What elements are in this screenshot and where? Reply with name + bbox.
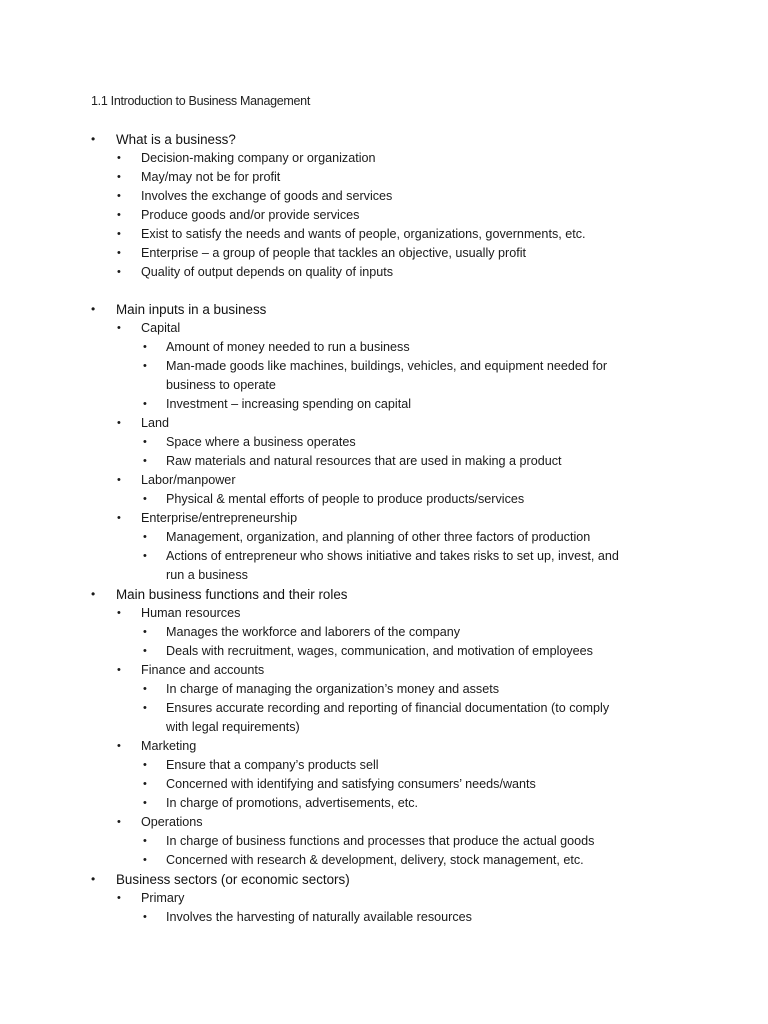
list-item bbox=[0, 168, 768, 187]
list-item bbox=[0, 263, 768, 282]
list-item bbox=[0, 357, 768, 376]
group-label: Labor/manpower bbox=[141, 473, 236, 487]
bullet-icon: • bbox=[143, 683, 147, 695]
list-item bbox=[0, 832, 768, 851]
section-heading-row bbox=[0, 130, 768, 149]
list-item-text: Investment – increasing spending on capital bbox=[166, 397, 412, 411]
bullet-icon: • bbox=[117, 816, 121, 828]
bullet-icon: • bbox=[117, 607, 121, 619]
bullet-icon: • bbox=[117, 152, 121, 164]
bullet-icon: • bbox=[143, 797, 147, 809]
bullet-icon: • bbox=[143, 778, 147, 790]
bullet-icon: • bbox=[143, 854, 147, 866]
list-item-text: Space where a business operates bbox=[166, 435, 356, 449]
list-item bbox=[0, 889, 768, 908]
list-item-continuation bbox=[0, 718, 768, 737]
list-item-text: Actions of entrepreneur who shows initiative and takes risks to set up, invest, and bbox=[166, 549, 619, 563]
list-item bbox=[0, 623, 768, 642]
document-title: 1.1 Introduction to Business Management bbox=[91, 94, 310, 108]
bullet-icon: • bbox=[143, 436, 147, 448]
list-item-continuation bbox=[0, 376, 768, 395]
list-item-text: Ensures accurate recording and reporting of financial documentation (to comply bbox=[166, 701, 610, 715]
bullet-icon: • bbox=[117, 190, 121, 202]
bullet-icon: • bbox=[143, 360, 147, 372]
list-item bbox=[0, 528, 768, 547]
list-item-text: Man-made goods like machines, buildings, vehicles, and equipment needed for bbox=[166, 359, 608, 373]
list-item-text: Physical & mental efforts of people to produce products/services bbox=[166, 492, 525, 506]
bullet-icon: • bbox=[117, 228, 121, 240]
list-item bbox=[0, 452, 768, 471]
list-item-text: Involves the exchange of goods and services bbox=[141, 189, 393, 203]
list-item-text: Involves the harvesting of naturally available resources bbox=[166, 910, 472, 924]
group-label: Primary bbox=[141, 891, 185, 905]
list-item bbox=[0, 509, 768, 528]
list-item bbox=[0, 490, 768, 509]
bullet-icon: • bbox=[143, 550, 147, 562]
list-item bbox=[0, 756, 768, 775]
list-item bbox=[0, 225, 768, 244]
list-item-text: Concerned with identifying and satisfying consumers’ needs/wants bbox=[166, 777, 536, 791]
bullet-icon: • bbox=[143, 398, 147, 410]
bullet-icon: • bbox=[143, 341, 147, 353]
list-item-text: Exist to satisfy the needs and wants of people, organizations, governments, etc. bbox=[141, 227, 586, 241]
group-label: Human resources bbox=[141, 606, 241, 620]
list-item-text: Ensure that a company’s products sell bbox=[166, 758, 379, 772]
document-body bbox=[0, 130, 768, 927]
list-item bbox=[0, 851, 768, 870]
bullet-icon: • bbox=[143, 645, 147, 657]
section-heading-row bbox=[0, 585, 768, 604]
list-item bbox=[0, 680, 768, 699]
list-item bbox=[0, 395, 768, 414]
bullet-icon: • bbox=[143, 759, 147, 771]
list-item bbox=[0, 338, 768, 357]
bullet-icon: • bbox=[117, 474, 121, 486]
bullet-icon: • bbox=[117, 171, 121, 183]
list-item-text: In charge of promotions, advertisements, etc. bbox=[166, 796, 418, 810]
group-label: Capital bbox=[141, 321, 181, 335]
list-item-continuation bbox=[0, 566, 768, 585]
bullet-icon: • bbox=[117, 892, 121, 904]
list-item-text: Deals with recruitment, wages, communication, and motivation of employees bbox=[166, 644, 593, 658]
list-item-text: Decision-making company or organization bbox=[141, 151, 376, 165]
list-item-text: May/may not be for profit bbox=[141, 170, 281, 184]
bullet-icon: • bbox=[91, 587, 96, 601]
group-label: Enterprise/entrepreneurship bbox=[141, 511, 298, 525]
list-item bbox=[0, 547, 768, 566]
list-item-text: Management, organization, and planning of other three factors of production bbox=[166, 530, 591, 544]
list-item-text: Enterprise – a group of people that tackles an objective, usually profit bbox=[141, 246, 527, 260]
list-item-text: Concerned with research & development, delivery, stock management, etc. bbox=[166, 853, 584, 867]
section-heading: Business sectors (or economic sectors) bbox=[116, 872, 350, 887]
list-item bbox=[0, 149, 768, 168]
bullet-icon: • bbox=[117, 512, 121, 524]
bullet-icon: • bbox=[91, 132, 96, 146]
list-item-text: run a business bbox=[166, 568, 248, 582]
bullet-icon: • bbox=[117, 247, 121, 259]
bullet-icon: • bbox=[143, 493, 147, 505]
list-item bbox=[0, 642, 768, 661]
list-item-text: business to operate bbox=[166, 378, 276, 392]
list-item bbox=[0, 737, 768, 756]
list-item-text: Amount of money needed to run a business bbox=[166, 340, 410, 354]
list-item bbox=[0, 414, 768, 433]
list-item bbox=[0, 433, 768, 452]
list-item bbox=[0, 604, 768, 623]
list-item-text: Produce goods and/or provide services bbox=[141, 208, 360, 222]
bullet-icon: • bbox=[143, 531, 147, 543]
list-item bbox=[0, 187, 768, 206]
section-heading: Main inputs in a business bbox=[116, 302, 267, 317]
bullet-icon: • bbox=[91, 872, 96, 886]
bullet-icon: • bbox=[143, 455, 147, 467]
list-item-text: Manages the workforce and laborers of the company bbox=[166, 625, 461, 639]
list-item bbox=[0, 699, 768, 718]
list-item bbox=[0, 908, 768, 927]
list-item bbox=[0, 319, 768, 338]
group-label: Land bbox=[141, 416, 170, 430]
bullet-icon: • bbox=[117, 664, 121, 676]
bullet-icon: • bbox=[143, 702, 147, 714]
section-heading-row bbox=[0, 300, 768, 319]
bullet-icon: • bbox=[143, 835, 147, 847]
list-item bbox=[0, 471, 768, 490]
section-heading-row bbox=[0, 870, 768, 889]
bullet-icon: • bbox=[117, 322, 121, 334]
group-label: Marketing bbox=[141, 739, 197, 753]
section-heading: Main business functions and their roles bbox=[116, 587, 348, 602]
bullet-icon: • bbox=[117, 266, 121, 278]
bullet-icon: • bbox=[117, 417, 121, 429]
group-label: Operations bbox=[141, 815, 203, 829]
bullet-icon: • bbox=[143, 911, 147, 923]
section-spacer bbox=[0, 282, 768, 300]
list-item bbox=[0, 206, 768, 225]
list-item bbox=[0, 794, 768, 813]
group-label: Finance and accounts bbox=[141, 663, 265, 677]
list-item-text: Raw materials and natural resources that are used in making a product bbox=[166, 454, 562, 468]
bullet-icon: • bbox=[117, 740, 121, 752]
list-item-text: In charge of managing the organization’s money and assets bbox=[166, 682, 500, 696]
list-item-text: Quality of output depends on quality of inputs bbox=[141, 265, 394, 279]
section-heading: What is a business? bbox=[116, 132, 236, 147]
bullet-icon: • bbox=[143, 626, 147, 638]
list-item bbox=[0, 244, 768, 263]
list-item bbox=[0, 813, 768, 832]
bullet-icon: • bbox=[117, 209, 121, 221]
bullet-icon: • bbox=[91, 302, 96, 316]
list-item bbox=[0, 661, 768, 680]
list-item bbox=[0, 775, 768, 794]
list-item-text: with legal requirements) bbox=[166, 720, 300, 734]
list-item-text: In charge of business functions and processes that produce the actual goods bbox=[166, 834, 595, 848]
